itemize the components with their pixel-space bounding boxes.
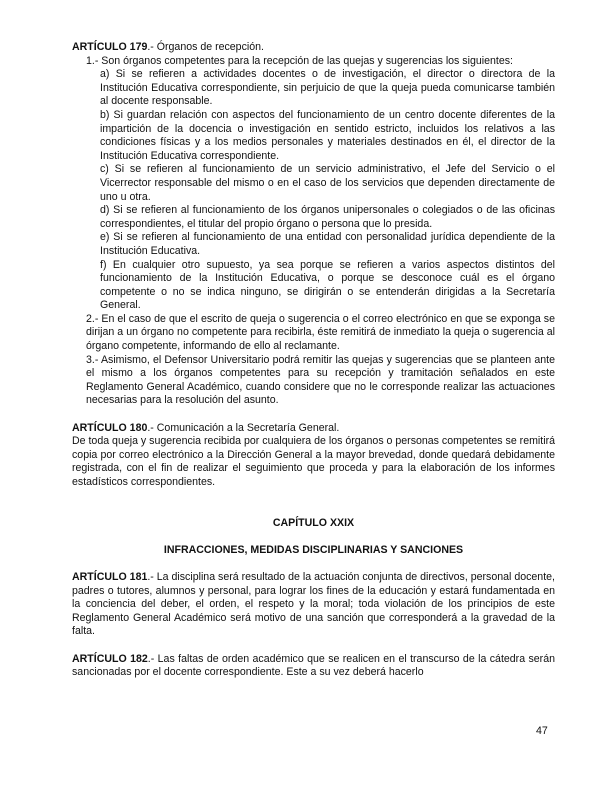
article-179-item-e: e) Si se refieren al funcionamiento de una entidad con personalidad jurídica dependiente de la Institución Educativa. [100, 231, 555, 257]
article-179-paragraph-1: 1.- Son órganos competentes para la recepción de las quejas y sugerencias los siguientes: [86, 54, 513, 67]
article-179-heading [72, 41, 555, 55]
chapter-number: CAPÍTULO XXIX [272, 516, 355, 529]
article-182-label: ARTÍCULO 182 [72, 652, 148, 665]
article-180-body: De toda queja y sugerencia recibida por cualquiera de los órganos o personas competentes se remitirá copia por correo electrónico a la Dirección General a la mayor brevedad, donde quedará debidamente registrada, con el fin de realizar el seguimiento que proceda y para la elaboración de los informes estadísticos correspondientes. [72, 435, 555, 488]
article-179-title: .- Órganos de recepción. [147, 41, 264, 53]
article-179-paragraph-3: 3.- Asimismo, el Defensor Universitario podrá remitir las quejas y sugerencias que se planteen ante el mismo a los órganos competentes para su recepción y tramitación señalados en este Reglamento General Académico, cuando considere que no le corresponde realizar las actuaciones necesarias para la resolución del asunto. [86, 353, 555, 407]
spacer [72, 530, 555, 544]
article-180-label: ARTÍCULO 180 [72, 421, 148, 434]
article-179-label: ARTÍCULO 179 [72, 41, 148, 53]
chapter-title: INFRACCIONES, MEDIDAS DISCIPLINARIAS Y SANCIONES [163, 543, 464, 556]
page-number: 47 [536, 725, 548, 737]
article-181-paragraph [72, 571, 555, 639]
article-179-paragraph-2: 2.- En el caso de que el escrito de queja o sugerencia o el correo electrónico en que se exponga se dirijan a un órgano no competente para recibirla, éste remitirá de inmediato la queja o sugerencia al órgano competente, informando de ello al reclamante. [86, 312, 555, 353]
article-179-item-c: c) Si se refieren al funcionamiento de un servicio administrativo, el Jefe del Servicio o el Vicerrector responsable del mismo o en el caso de los servicios que dependen directamente de uno u otra. [100, 163, 555, 203]
document-page [72, 41, 555, 680]
article-179-item-d: d) Si se refieren al funcionamiento de los órganos unipersonales o colegiados o de las oficinas correspondientes, el titular del propio órgano o persona que lo presida. [100, 204, 555, 230]
article-181-body: .- La disciplina será resultado de la actuación conjunta de directivos, personal docente, padres o tutores, alumnos y personal, para lograr los fines de la educación y estará fundamentada en la conciencia del deber, el orden, el respeto y la moral; toda violación de los principios de este Reglamento General Académico será motivo de una sanción que corresponderá a la gravedad de la falta. [72, 570, 555, 638]
article-179-item-b: b) Si guardan relación con aspectos del funcionamiento de un centro docente diferentes de la impartición de la docencia o investigación en sentido estricto, incluidos los relativos a las condiciones físicas y a los medios personales y materiales destinados en él, el director de la Institución Educativa correspondiente. [100, 108, 555, 162]
spacer [72, 639, 555, 653]
article-180-title: .- Comunicación a la Secretaría General. [147, 421, 340, 434]
article-182-body: .- Las faltas de orden académico que se realicen en el transcurso de la cátedra serán sancionadas por el docente correspondiente. Este a su vez deberá hacerlo [72, 652, 555, 679]
spacer [72, 408, 555, 422]
spacer [72, 490, 555, 517]
article-182-paragraph [72, 653, 555, 680]
article-179-item-f: f) En cualquier otro supuesto, ya sea porque se refieren a varios aspectos distintos del funcionamiento de la Institución Educativa, o porque se desconoce cuál es el órgano competente o no se indica ninguno, se dirigirán o se entenderán dirigidas a la Secretaría General. [100, 258, 555, 312]
spacer [72, 557, 555, 571]
article-180-heading [72, 422, 555, 436]
article-181-label: ARTÍCULO 181 [72, 570, 148, 583]
article-179-item-a: a) Si se refieren a actividades docentes o de investigación, el director o directora de la Institución Educativa correspondiente, sin perjuicio de que la queja pueda comunicarse también al docente responsable. [100, 68, 555, 108]
